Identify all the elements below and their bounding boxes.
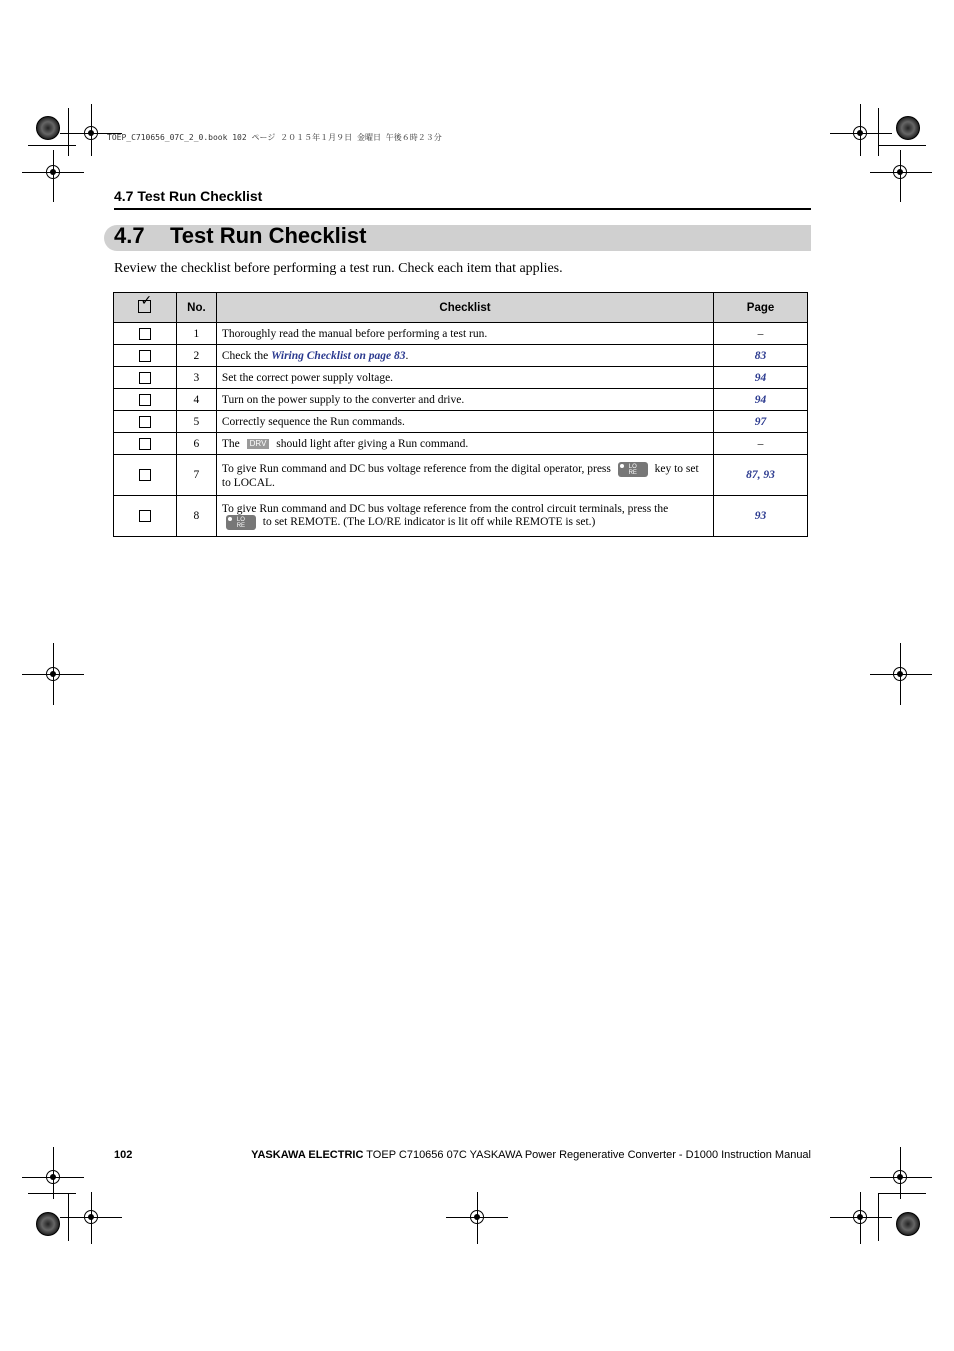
- footer-brand: YASKAWA ELECTRIC: [251, 1149, 364, 1161]
- page-column-header: Page: [714, 293, 808, 323]
- item-checkbox[interactable]: [139, 469, 151, 481]
- item-text: Turn on the power supply to the converter and drive.: [216, 389, 713, 411]
- registration-rosette-icon: [896, 116, 920, 140]
- page-ref: –: [714, 433, 808, 455]
- checkmark-box-icon: [138, 300, 151, 313]
- item-checkbox[interactable]: [139, 394, 151, 406]
- item-checkbox[interactable]: [139, 350, 151, 362]
- table-row: [114, 411, 808, 433]
- item-text: The DRV should light after giving a Run command.: [216, 433, 713, 455]
- section-title-text: Test Run Checklist: [170, 223, 367, 248]
- section-number: 4.7: [114, 223, 145, 248]
- checked-column-header: [114, 293, 177, 323]
- item-checkbox[interactable]: [139, 438, 151, 450]
- item-checkbox[interactable]: [139, 416, 151, 428]
- item-checkbox[interactable]: [139, 372, 151, 384]
- drv-indicator-icon: DRV: [247, 439, 270, 449]
- registration-rosette-icon: [36, 1212, 60, 1236]
- item-checkbox[interactable]: [139, 510, 151, 522]
- registration-rosette-icon: [896, 1212, 920, 1236]
- table-row: [114, 345, 808, 367]
- page-ref-link[interactable]: 94: [754, 393, 767, 406]
- item-checkbox[interactable]: [139, 328, 151, 340]
- running-head-rule: [114, 208, 811, 210]
- table-row: [114, 367, 808, 389]
- item-text: To give Run command and DC bus voltage reference from the control circuit terminals, press the LO RE to set REMOTE. (The LO/RE indicator is lit off while REMOTE is set.): [216, 496, 713, 537]
- page-ref-link[interactable]: 97: [754, 415, 767, 428]
- table-row: [114, 433, 808, 455]
- book-info-slug: TOEP_C710656_07C_2_0.book 102 ページ ２０１５年１月９日 金曜日 午後６時２３分: [107, 133, 442, 142]
- item-text: Set the correct power supply voltage.: [216, 367, 713, 389]
- page-ref-link[interactable]: 93: [754, 510, 767, 522]
- checklist-column-header: Checklist: [216, 293, 713, 323]
- intro-paragraph: Review the checklist before performing a test run. Check each item that applies.: [114, 261, 563, 276]
- table-row: [114, 455, 808, 496]
- item-text: Check the Wiring Checklist on page 83.: [216, 345, 713, 367]
- page-ref-link[interactable]: 83: [754, 349, 767, 362]
- table-row: [114, 323, 808, 345]
- page-ref-link[interactable]: 94: [754, 371, 767, 384]
- page-ref-link[interactable]: 87, 93: [746, 469, 775, 481]
- lo-re-key-icon: LO RE: [226, 515, 256, 530]
- table-row: [114, 496, 808, 537]
- no-column-header: No.: [176, 293, 216, 323]
- item-number: 3: [176, 367, 216, 389]
- table-row: [114, 389, 808, 411]
- footer-doc: TOEP C710656 07C YASKAWA Power Regenerative Converter - D1000 Instruction Manual: [363, 1149, 811, 1161]
- item-number: 5: [176, 411, 216, 433]
- item-number: 4: [176, 389, 216, 411]
- item-number: 6: [176, 433, 216, 455]
- lo-re-key-icon: LO RE: [618, 462, 648, 477]
- wiring-checklist-link[interactable]: Wiring Checklist on page 83: [271, 349, 406, 362]
- running-head: 4.7 Test Run Checklist: [114, 188, 263, 204]
- item-number: 2: [176, 345, 216, 367]
- registration-rosette-icon: [36, 116, 60, 140]
- item-text: To give Run command and DC bus voltage reference from the digital operator, press LO RE key to set to LOCAL.: [216, 455, 713, 496]
- item-number: 8: [176, 496, 216, 537]
- table-header-row: [114, 293, 808, 323]
- footer-page-number: 102: [114, 1149, 133, 1161]
- item-text: Thoroughly read the manual before performing a test run.: [216, 323, 713, 345]
- footer-manual-title: [251, 1149, 811, 1161]
- item-number: 1: [176, 323, 216, 345]
- section-title: [114, 223, 366, 249]
- page-ref: –: [714, 323, 808, 345]
- item-number: 7: [176, 455, 216, 496]
- item-text: Correctly sequence the Run commands.: [216, 411, 713, 433]
- test-run-checklist-table: [113, 292, 808, 537]
